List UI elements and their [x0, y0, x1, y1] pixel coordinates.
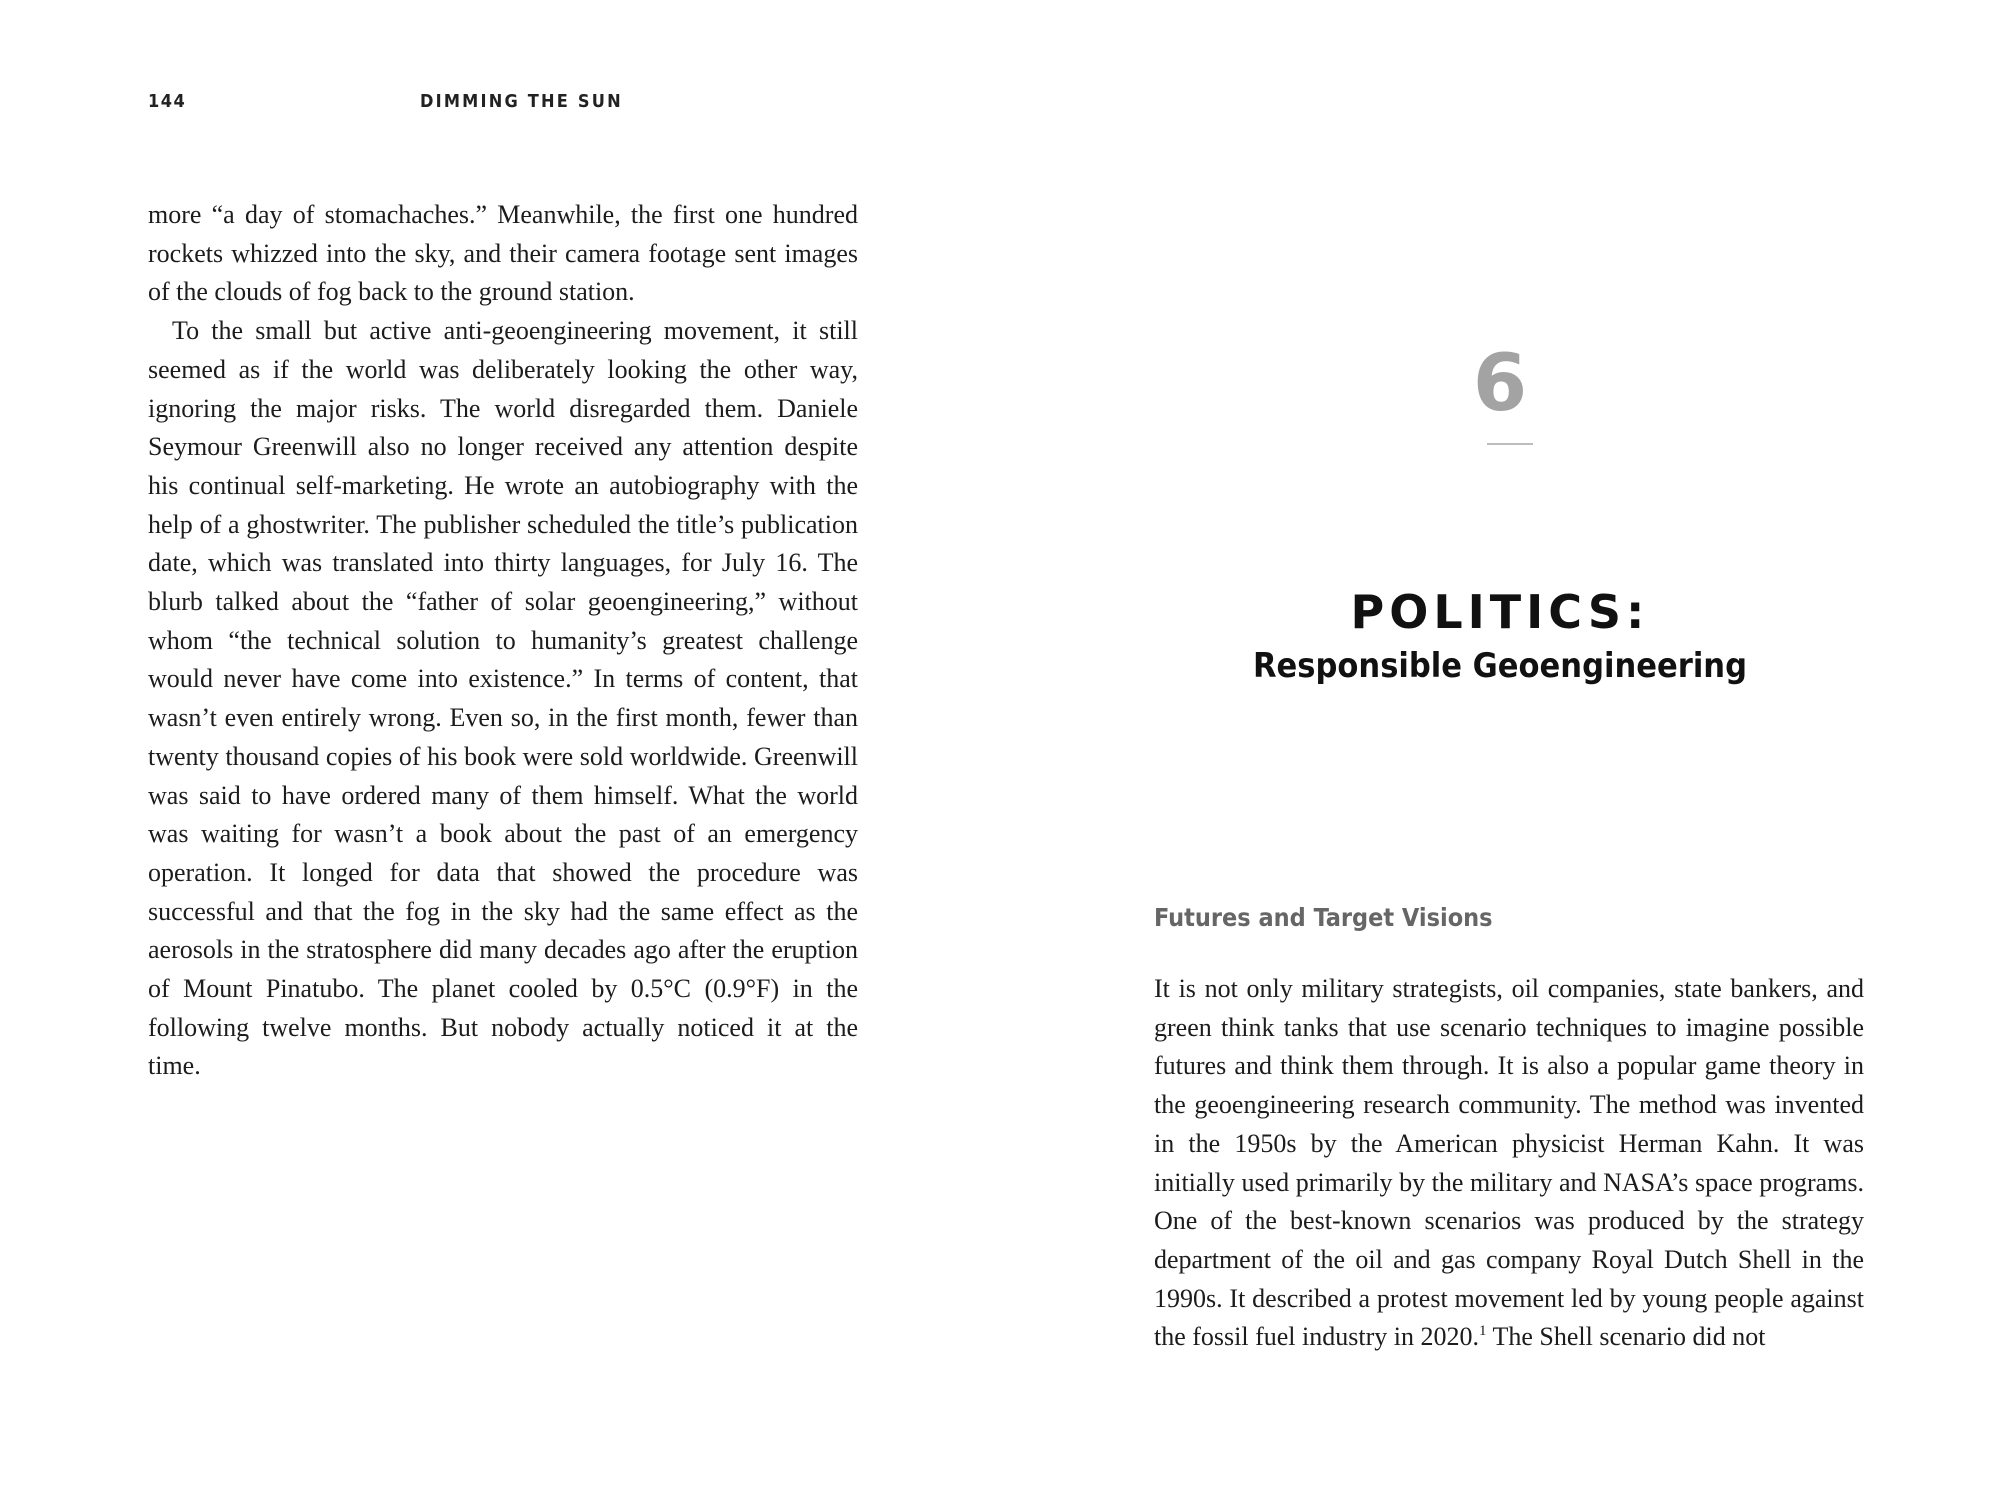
running-book-title: DIMMING THE SUN [420, 91, 623, 112]
paragraph-text: It is not only military strategists, oil companies, state bankers, and green think tanks that use scenario techniques to imagine possible futures and think them through. It is also a popular game theory in the geoengineering research community. The method was invented in the 1950s by the American physicist Herman Kahn. It was initially used primarily by the military and NASA’s space programs. One of the best-known scenarios was produced by the strategy department of the oil and gas company Royal Dutch Shell in the 1990s. It described a protest movement led by young people against the fossil fuel industry in 2020. [1154, 974, 1864, 1352]
paragraph: To the small but active anti-geoengineering movement, it still seemed as if the world was deliberately looking the other way, ignoring the major risks. The world disregarded them. Daniele Seymour Greenwill also no longer received any attention despite his continual self-marketing. He wrote an autobiography with the help of a ghostwriter. The publisher scheduled the title’s publication date, which was translated into thirty languages, for July 16. The blurb talked about the “father of solar geoengineering,” without whom “the technical solution to humanity’s greatest challenge would never have come into existence.” In terms of content, that wasn’t even entirely wrong. Even so, in the first month, fewer than twenty thousand copies of his book were sold worldwide. Greenwill was said to have ordered many of them himself. What the world was waiting for wasn’t a book about the past of an emergency operation. It longed for data that showed the procedure was successful and that the fog in the sky had the same effect as the aerosols in the stratosphere did many decades ago after the eruption of Mount Pinatubo. The planet cooled by 0.5°C (0.9°F) in the following twelve months. But nobody actually noticed it at the time. [148, 316, 858, 1081]
paragraph: more “a day of stomachaches.” Meanwhile, the first one hundred rockets whizzed into the sky, and their camera footage sent images of the clouds of fog back to the ground station. [148, 200, 858, 307]
page-number: 144 [148, 91, 187, 112]
right-body-text [1154, 970, 1864, 1357]
footnote-marker[interactable]: 1 [1478, 1323, 1487, 1340]
left-body-text [148, 196, 858, 1086]
chapter-number: 6 [1472, 339, 1528, 429]
chapter-title: POLITICS: [1350, 585, 1650, 639]
section-heading: Futures and Target Visions [1154, 903, 1493, 932]
running-header [148, 91, 868, 121]
chapter-subtitle: Responsible Geoengineering [1253, 646, 1747, 686]
paragraph-tail: The Shell scenario did not [1486, 1322, 1766, 1352]
chapter-divider-rule [1487, 443, 1533, 445]
paragraph [1154, 970, 1864, 1357]
right-page [1000, 0, 2000, 1500]
